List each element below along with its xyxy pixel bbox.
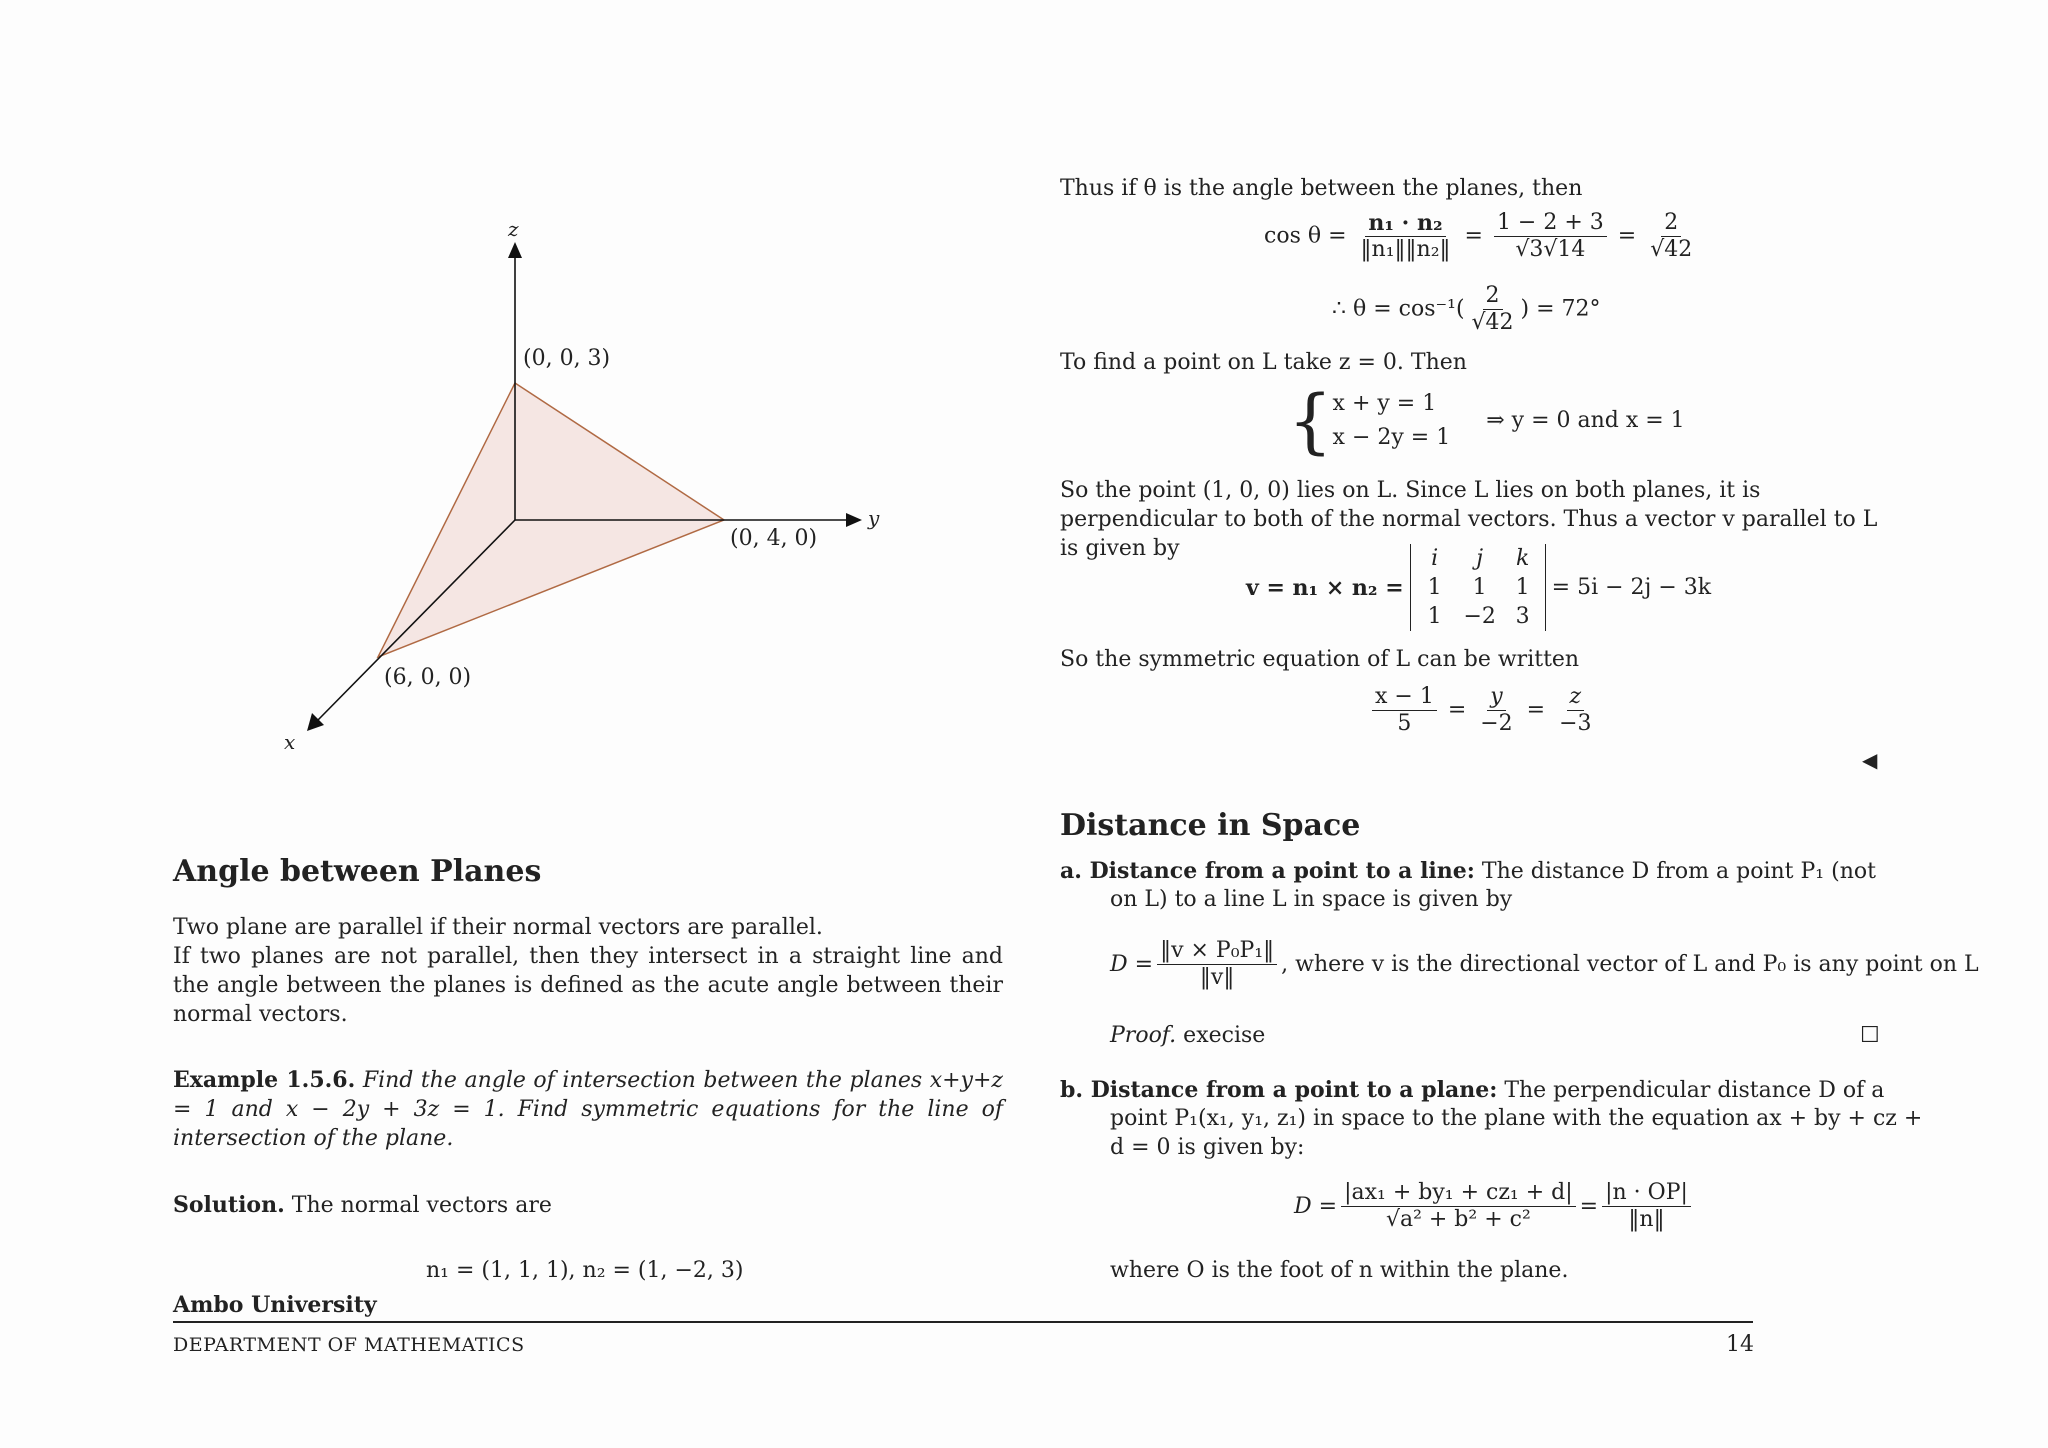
example-end-marker: ◀: [1862, 748, 1878, 772]
item-b-line2: point P₁(x₁, y₁, z₁) in space to the plane with the equation ax + by + cz +: [1110, 1106, 1923, 1131]
foot-of-normal-text: where O is the foot of n within the plane.: [1110, 1258, 1569, 1283]
frac-den: ‖n₁‖‖n₂‖: [1360, 237, 1451, 262]
system-lines: [1333, 387, 1451, 455]
frac-num: y: [1487, 684, 1505, 711]
cos-lhs: cos θ =: [1264, 223, 1347, 249]
matrix-cell: 3: [1515, 604, 1530, 629]
normals-equation: n₁ = (1, 1, 1), n₂ = (1, −2, 3): [426, 1258, 744, 1283]
fraction: [1494, 210, 1607, 263]
proof-text: execise: [1183, 1023, 1266, 1048]
cross-product-equation: [1246, 544, 1711, 631]
item-a-label: a. Distance from a point to a line:: [1060, 858, 1475, 884]
example-label: Example 1.5.6.: [173, 1067, 356, 1093]
x-axis-label: x: [284, 730, 296, 754]
left-brace: {: [1288, 380, 1333, 462]
frac-num: 1 − 2 + 3: [1494, 210, 1607, 237]
distance-line-formula: [1110, 938, 1979, 991]
item-a-line2: on L) to a line L in space is given by: [1110, 887, 1513, 912]
matrix-cell: k: [1515, 546, 1530, 571]
matrix-cell: 1: [1427, 575, 1442, 600]
z-axis-label: z: [508, 217, 519, 241]
fraction: [1469, 283, 1517, 336]
paragraph-point-on-line: So the point (1, 0, 0) lies on L. Since L lies on both planes, it is perpendicular to both of the normal vectors. Thus a vector v parallel to L is given by: [1060, 478, 1878, 561]
item-a-text: The distance D from a point P₁ (not: [1481, 859, 1876, 884]
footer-department: DEPARTMENT OF MATHEMATICS: [173, 1334, 525, 1356]
cross-rhs: = 5i − 2j − 3k: [1551, 574, 1712, 600]
fraction: [1372, 684, 1437, 737]
frac-num: 2: [1661, 210, 1681, 237]
frac-den: 5: [1397, 711, 1412, 736]
matrix-cell: 1: [1515, 575, 1530, 600]
frac-den: √3√14: [1515, 237, 1586, 262]
y-axis-label: y: [868, 506, 880, 530]
plane-intercept-figure: [270, 210, 930, 770]
solution-line: [173, 1190, 552, 1221]
solution-label: Solution.: [173, 1192, 285, 1218]
paragraph-parallel: Two plane are parallel if their normal vectors are parallel.: [173, 915, 823, 940]
find-point-text: To find a point on L take z = 0. Then: [1060, 350, 1467, 375]
determinant-matrix: [1410, 544, 1546, 631]
cos-theta-equation: cos θ = $\frac{\text{n₁ · n₂}}{\text{‖n₁‖‖n₂‖}}$ = $\frac{1 - 2 + 3}{√3√14}$ = $\frac{2}{√42}$: [1264, 210, 1699, 263]
system-eq-2: x − 2y = 1: [1332, 425, 1451, 450]
item-b-line3: d = 0 is given by:: [1110, 1135, 1305, 1160]
point-label-x: (6, 0, 0): [384, 665, 472, 690]
example-text: Find the angle of intersection between the planes x+y+z = 1 and x − 2y + 3z = 1. Find symmetric equations for the line of intersection of the plane.: [173, 1068, 1003, 1151]
fraction: [1647, 210, 1695, 263]
footer-page-number: 14: [1726, 1332, 1754, 1357]
frac-den: √42: [1471, 310, 1514, 335]
frac-den: √42: [1650, 237, 1693, 262]
theta-rhs: ) = 72°: [1520, 296, 1601, 322]
frac-den: −3: [1559, 711, 1592, 736]
formula-lhs: D =: [1294, 1193, 1338, 1219]
angle-intro: Thus if θ is the angle between the planes, then: [1060, 176, 1583, 201]
frac-num: n₁ · n₂: [1365, 210, 1445, 237]
cross-lhs: v = n₁ × n₂ =: [1246, 574, 1404, 601]
frac-num: z: [1567, 684, 1585, 711]
example-block: [173, 1066, 1003, 1153]
fraction: [1358, 210, 1454, 263]
qed-box: ☐: [1860, 1023, 1880, 1048]
frac-num: |n · OP|: [1602, 1180, 1691, 1207]
frac-num: x − 1: [1372, 684, 1437, 711]
system-result: ⇒ y = 0 and x = 1: [1486, 408, 1685, 433]
matrix-cell: j: [1476, 546, 1484, 571]
footer-university: Ambo University: [173, 1292, 377, 1318]
frac-num: 2: [1483, 283, 1503, 310]
item-b-text: The perpendicular distance D of a: [1504, 1078, 1885, 1103]
section-heading-angle: Angle between Planes: [173, 854, 542, 889]
fraction: [1556, 684, 1594, 737]
formula-where: , where v is the directional vector of L and P₀ is any point on L: [1281, 951, 1979, 977]
frac-den: ‖n‖: [1628, 1207, 1665, 1232]
proof-label: Proof.: [1110, 1023, 1177, 1048]
point-label-y: (0, 4, 0): [730, 526, 818, 551]
theta-equation: [1332, 283, 1601, 336]
matrix-cell: 1: [1427, 604, 1442, 629]
item-b-line1: [1060, 1075, 1884, 1106]
matrix-cell: i: [1431, 546, 1439, 571]
frac-den: ‖v‖: [1199, 965, 1235, 990]
system-eq-1: x + y = 1: [1332, 391, 1437, 416]
frac-num: |ax₁ + by₁ + cz₁ + d|: [1341, 1180, 1576, 1207]
fraction: [1602, 1180, 1691, 1233]
z-axis-arrow: [508, 242, 522, 258]
matrix-cell: 1: [1472, 575, 1487, 600]
item-a-line1: [1060, 856, 1876, 887]
theta-lhs: ∴ θ = cos⁻¹(: [1332, 296, 1465, 322]
fraction: [1157, 938, 1277, 991]
frac-den: −2: [1480, 711, 1513, 736]
system-of-equations: [1288, 380, 1685, 462]
footer-rule: [173, 1321, 1753, 1323]
item-b-label: b. Distance from a point to a plane:: [1060, 1077, 1498, 1103]
proof-line: [1110, 1021, 1265, 1051]
matrix-cell: −2: [1463, 604, 1496, 629]
symmetric-intro: So the symmetric equation of L can be written: [1060, 647, 1580, 672]
symmetric-equation: $\frac{x - 1}{5}$ = $\frac{y}{-2}$ = $\frac{z}{-3}$: [1368, 684, 1599, 737]
frac-den: √a² + b² + c²: [1385, 1207, 1531, 1232]
fraction: [1341, 1180, 1576, 1233]
distance-plane-formula: [1294, 1180, 1695, 1233]
section-heading-distance: Distance in Space: [1060, 808, 1361, 843]
point-label-z: (0, 0, 3): [523, 346, 611, 371]
paragraph-angle-definition: If two planes are not parallel, then they intersect in a straight line and the angle between the planes is defined as the acute angle between their normal vectors.: [173, 944, 1003, 1027]
equals: =: [1579, 1193, 1599, 1219]
formula-lhs: D =: [1110, 951, 1154, 977]
fraction: [1477, 684, 1515, 737]
y-axis-arrow: [846, 513, 862, 527]
solution-text: The normal vectors are: [291, 1193, 552, 1218]
frac-num: ‖v × P₀P₁‖: [1157, 938, 1277, 965]
